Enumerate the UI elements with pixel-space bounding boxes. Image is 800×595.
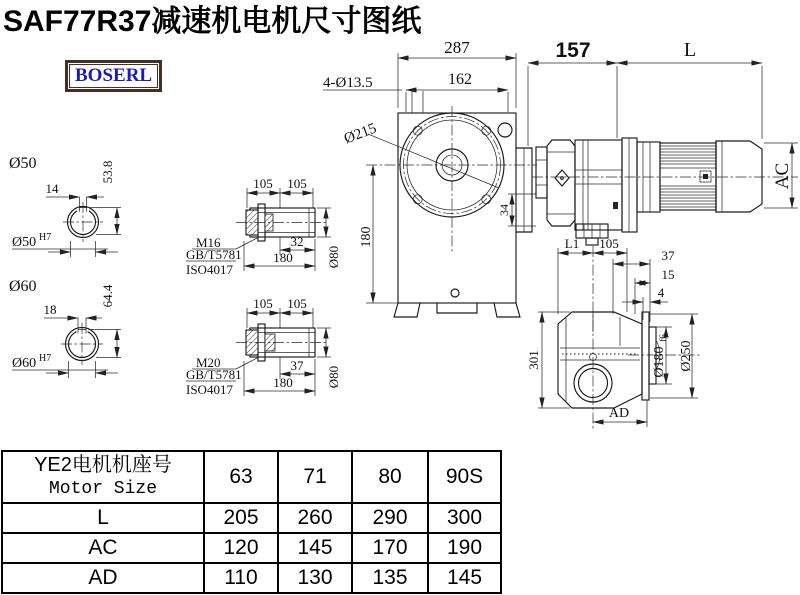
row-AD-v3: 145 [428,563,501,593]
dim-105a-label: 105 [253,176,273,191]
header-motor-size-cn: YE2电机机座号 [34,454,172,476]
table-row-AC [2,533,501,563]
dim-180a-label: 180 [273,250,293,265]
row-L-label: L [2,503,204,533]
dim-spigot-tolerance: f6 [658,334,668,342]
bore50-label: Ø50 [12,235,37,250]
page-title: SAF77R37减速机电机尺寸图纸 [3,5,422,38]
dim-key50-height: 53.8 [100,160,115,184]
dim-301-label: 301 [526,350,541,370]
row-L-v0: 205 [204,503,278,533]
header-size-90s: 90S [428,451,501,503]
dim-key50-width: 14 [45,181,59,196]
header-size-63: 63 [204,451,278,503]
side-view [528,39,798,232]
dim-162-label: 162 [448,71,472,88]
std-gb-label-b: GB/T5781 [186,367,242,382]
bolt-detail-m20 [186,296,341,397]
row-AC-v3: 190 [428,533,501,563]
thread-m20-label: M20 [196,355,221,370]
dim-L-label: L [683,39,697,61]
table-row-L [2,503,501,533]
bore60-tolerance: H7 [39,353,52,364]
dim-holes-label: 4-Ø13.5 [323,75,373,91]
dim-key60-width: 18 [43,302,57,317]
table-row-AD [2,563,501,593]
row-AC-v0: 120 [204,533,278,563]
dim-flange-od-label: Ø250 [679,340,694,372]
section50-title: Ø50 [9,155,37,172]
row-AD-label: AD [2,563,204,593]
dim-key60-height: 64.4 [100,284,115,308]
row-AD-v0: 110 [204,563,278,593]
dim-105b-label: 105 [287,176,307,191]
dim-spigot-label: Ø180 [652,346,667,378]
header-size-80: 80 [352,451,428,503]
row-AC-v1: 145 [278,533,352,563]
std-iso-label-a: ISO4017 [186,262,233,277]
row-AD-v2: 135 [352,563,428,593]
header-motor-size [2,451,204,503]
dim-34-label: 34 [497,204,511,216]
dim-15-label: 15 [661,267,675,282]
bore60-label: Ø60 [12,356,37,371]
header-size-71: 71 [278,451,352,503]
dim-287-label: 287 [444,38,470,57]
std-iso-label-b: ISO4017 [186,382,233,397]
dim-157-label: 157 [555,39,591,62]
row-L-v1: 260 [278,503,352,533]
table-header-row [2,451,501,503]
dim-180b-label: 180 [273,375,293,390]
row-L-v2: 290 [352,503,428,533]
boserl-logo-text: BOSERL [69,64,158,88]
dim-37-label: 37 [661,248,675,263]
std-gb-label-a: GB/T5781 [186,247,242,262]
dim-105d-label: 105 [287,296,307,311]
dim-32-label: 32 [290,234,304,249]
dim-flange-dia-label: Ø215 [341,120,379,148]
motor-size-table [1,450,502,594]
oil-plug-icon [555,170,569,186]
bolt-detail-m16 [186,176,341,277]
row-AC-label: AC [2,533,204,563]
front-view [323,38,537,317]
dim-180-label: 180 [359,226,374,248]
shaft-section-50 [9,155,121,257]
dim-d80b-label: Ø80 [326,365,341,389]
thread-m16-label: M16 [196,235,221,250]
section60-title: Ø60 [9,278,37,295]
output-flange-view [526,224,700,430]
dim-105c-label: 105 [253,296,273,311]
row-AD-v1: 130 [278,563,352,593]
row-L-v3: 300 [428,503,501,533]
dim-L1-label: L1 [564,236,580,251]
dim-AD-label: AD [608,406,630,421]
dim-37b-label: 37 [290,358,304,373]
shaft-section-60 [9,278,121,378]
dim-4-label: 4 [657,285,665,300]
header-motor-size-en: Motor Size [48,479,158,499]
bore50-tolerance: H7 [39,232,52,243]
dim-d80a-label: Ø80 [326,245,341,269]
dim-105e-label: 105 [599,236,619,251]
row-AC-v2: 170 [352,533,428,563]
dim-AC-label: AC [772,162,793,190]
